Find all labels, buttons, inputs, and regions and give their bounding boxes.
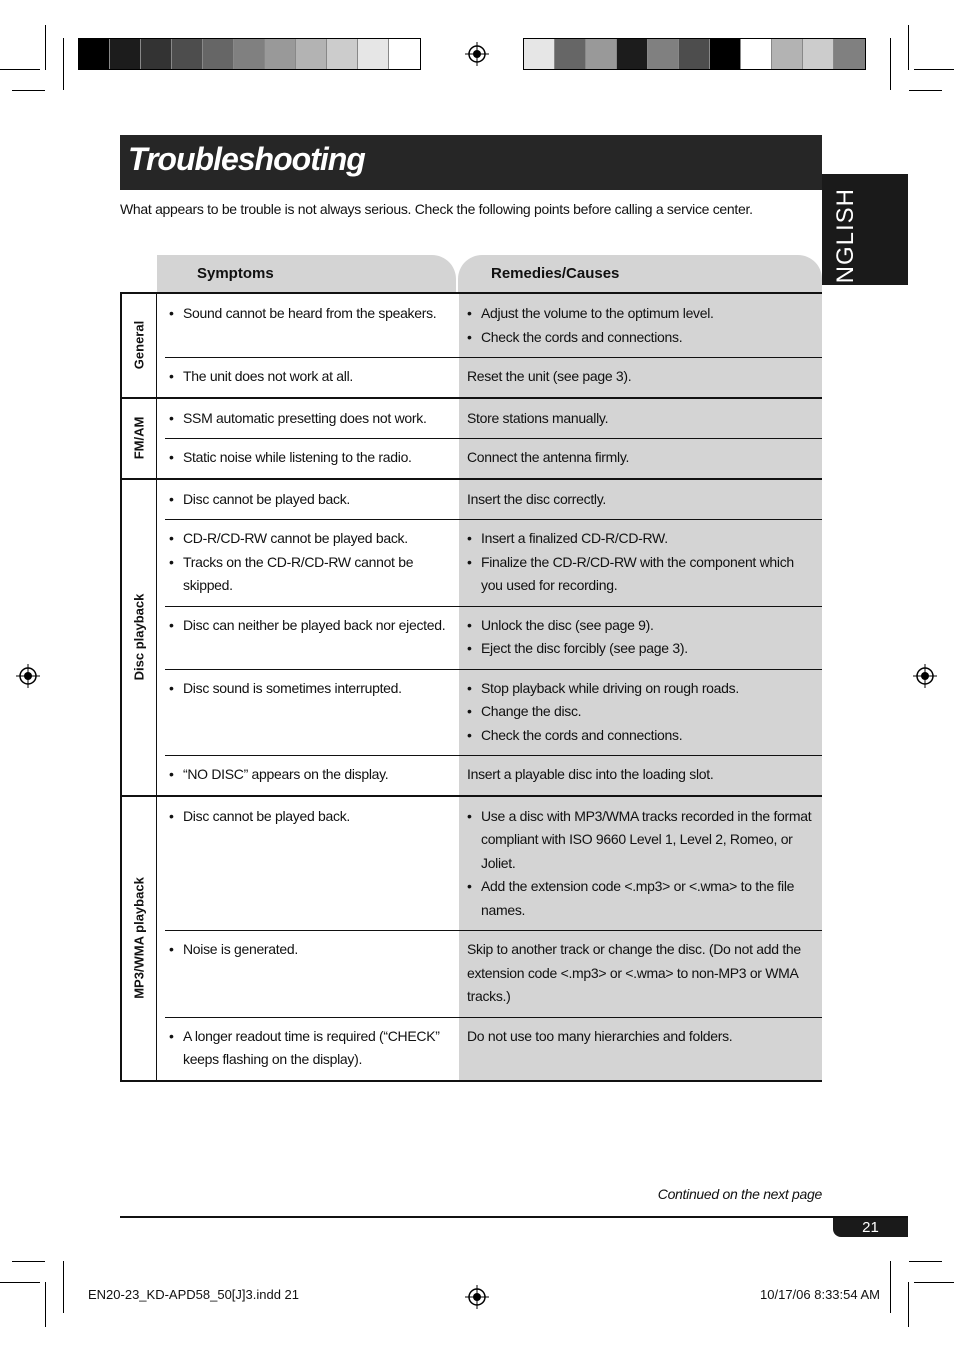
table-row (157, 797, 822, 931)
intro-text: What appears to be trouble is not always serious. Check the following points before calling a service center. (120, 201, 753, 217)
remedy-cell (459, 755, 822, 795)
registration-mark-icon (913, 664, 937, 688)
symptom-list (169, 407, 455, 431)
remedy-list (467, 677, 816, 748)
group-label-cell (120, 797, 157, 1080)
symptom-item: • CD-R/CD-RW cannot be played back. (169, 527, 455, 551)
remedy-list (467, 614, 816, 661)
remedy-item: • Check the cords and connections. (467, 326, 816, 350)
symptom-list (169, 365, 455, 389)
remedy-text: Insert the disc correctly. (467, 490, 606, 507)
color-swatch (648, 39, 679, 69)
symptom-cell (157, 1017, 459, 1080)
remedy-cell (459, 797, 822, 931)
color-swatch (741, 39, 772, 69)
color-swatch (79, 39, 110, 69)
remedy-cell (459, 357, 822, 397)
language-label: ENGLISH (832, 188, 859, 301)
remedy-cell (459, 480, 822, 520)
table-group (120, 478, 822, 795)
slug-date: 10/17/06 8:33:54 AM (760, 1287, 880, 1302)
symptom-cell (157, 399, 459, 439)
symptom-item: • “NO DISC” appears on the display. (169, 763, 455, 787)
symptom-item: • Disc cannot be played back. (169, 805, 455, 829)
remedy-cell (459, 294, 822, 357)
table-row (157, 755, 822, 795)
remedy-text: Insert a playable disc into the loading slot. (467, 766, 714, 782)
registration-mark-icon (465, 1285, 489, 1309)
group-rows (157, 797, 822, 1080)
symptom-cell (157, 438, 459, 478)
table-group (120, 397, 822, 478)
color-swatch (834, 39, 865, 69)
group-label: FM/AM (131, 416, 147, 460)
color-swatch (203, 39, 234, 69)
symptom-cell (157, 930, 459, 1017)
table-row (157, 669, 822, 756)
group-label-cell (120, 480, 157, 795)
symptom-item: • Disc sound is sometimes interrupted. (169, 677, 455, 701)
remedies-header-label: Remedies/Causes (491, 265, 620, 282)
symptom-item: • Static noise while listening to the radio. (169, 446, 455, 470)
symptom-list (169, 527, 455, 598)
color-swatch (327, 39, 358, 69)
remedy-item: • Check the cords and connections. (467, 724, 816, 748)
group-rows (157, 399, 822, 478)
remedy-cell (459, 930, 822, 1017)
remedy-text: Do not use too many hierarchies and folders. (467, 1027, 733, 1044)
color-swatch (389, 39, 420, 69)
remedy-item: • Add the extension code <.mp3> or <.wma> to the file names. (467, 875, 816, 922)
group-label-cell (120, 294, 157, 397)
group-label-cell (120, 399, 157, 478)
remedy-cell (459, 1017, 822, 1080)
symptom-item: • SSM automatic presetting does not work. (169, 407, 455, 431)
remedy-item: • Adjust the volume to the optimum level. (467, 302, 816, 326)
color-swatch (110, 39, 141, 69)
symptom-item: • Noise is generated. (169, 938, 455, 962)
remedy-text: Reset the unit (see page 3). (467, 368, 632, 384)
remedy-item: • Stop playback while driving on rough roads. (467, 677, 816, 701)
symptom-item: • The unit does not work at all. (169, 365, 455, 389)
color-bar-left (78, 38, 421, 70)
symptom-cell (157, 480, 459, 520)
table-row (157, 357, 822, 397)
page-title: Troubleshooting (128, 141, 365, 177)
remedy-item: • Unlock the disc (see page 9). (467, 614, 816, 638)
table-group (120, 292, 822, 397)
table-row (157, 438, 822, 478)
slug-file: EN20-23_KD-APD58_50[J]3.indd 21 (88, 1287, 300, 1302)
symptom-list (169, 677, 455, 701)
symptom-item: • Disc cannot be played back. (169, 488, 455, 512)
color-bar-right (523, 38, 866, 70)
symptom-item: • Sound cannot be heard from the speakers. (169, 302, 455, 326)
language-tab (822, 174, 908, 301)
remedy-item: • Change the disc. (467, 700, 816, 724)
symptom-item: • Disc can neither be played back nor ejected. (169, 614, 455, 638)
remedy-item: • Eject the disc forcibly (see page 3). (467, 637, 816, 661)
registration-mark-icon (465, 42, 489, 66)
color-swatch (296, 39, 327, 69)
color-swatch (803, 39, 834, 69)
color-swatch (586, 39, 617, 69)
symptom-item: • A longer readout time is required (“CHECK” keeps flashing on the display). (169, 1025, 455, 1072)
remedy-cell (459, 669, 822, 756)
table-row (157, 480, 822, 520)
footer-rule (120, 1216, 908, 1218)
color-swatch (555, 39, 586, 69)
symptom-cell (157, 755, 459, 795)
remedy-text: Store stations manually. (467, 409, 609, 426)
table-row (157, 519, 822, 606)
title-bar (120, 135, 822, 190)
symptoms-header (157, 255, 456, 293)
symptom-cell (157, 294, 459, 357)
symptom-cell (157, 519, 459, 606)
table-row (157, 930, 822, 1017)
remedy-item: • Finalize the CD-R/CD-RW with the component which you used for recording. (467, 551, 816, 598)
remedy-text: Skip to another track or change the disc. (Do not add the extension code <.mp3> or <.wma> to non-MP3 or WMA tracks.) (467, 941, 801, 1004)
group-rows (157, 480, 822, 795)
color-swatch (358, 39, 389, 69)
group-rows (157, 294, 822, 397)
remedy-cell (459, 519, 822, 606)
group-label: General (131, 321, 147, 370)
group-label: MP3/WMA playback (131, 877, 147, 999)
remedy-list (467, 302, 816, 349)
symptom-list (169, 614, 455, 638)
symptom-cell (157, 606, 459, 669)
remedy-cell (459, 399, 822, 439)
page-number: 21 (833, 1218, 908, 1237)
color-swatch (265, 39, 296, 69)
color-swatch (172, 39, 203, 69)
symptom-item: • Tracks on the CD-R/CD-RW cannot be skipped. (169, 551, 455, 598)
remedy-cell (459, 606, 822, 669)
remedy-text: Connect the antenna firmly. (467, 449, 630, 465)
symptom-list (169, 302, 455, 326)
table-row (157, 399, 822, 439)
symptom-list (169, 446, 455, 470)
registration-mark-icon (16, 664, 40, 688)
color-swatch (141, 39, 172, 69)
color-swatch (524, 39, 555, 69)
remedy-item: • Use a disc with MP3/WMA tracks recorded in the format compliant with ISO 9660 Level 1, Level 2, Romeo, or Joliet. (467, 805, 816, 876)
color-swatch (710, 39, 741, 69)
table-row (157, 294, 822, 357)
symptom-list (169, 763, 455, 787)
color-swatch (679, 39, 710, 69)
symptom-list (169, 488, 455, 512)
color-swatch (234, 39, 265, 69)
remedies-header (458, 255, 822, 293)
color-swatch (617, 39, 648, 69)
table-row (157, 606, 822, 669)
remedy-list (467, 805, 816, 923)
continued-note: Continued on the next page (657, 1186, 822, 1202)
remedy-item: • Insert a finalized CD-R/CD-RW. (467, 527, 816, 551)
color-swatch (772, 39, 803, 69)
symptom-list (169, 805, 455, 829)
symptom-cell (157, 357, 459, 397)
group-label: Disc playback (131, 593, 147, 681)
symptom-list (169, 1025, 455, 1072)
remedy-list (467, 527, 816, 598)
table-group (120, 795, 822, 1082)
symptom-cell (157, 797, 459, 931)
symptom-list (169, 938, 455, 962)
symptom-cell (157, 669, 459, 756)
troubleshooting-table (120, 292, 822, 1082)
remedy-cell (459, 438, 822, 478)
table-row (157, 1017, 822, 1080)
symptoms-header-label: Symptoms (197, 265, 274, 282)
